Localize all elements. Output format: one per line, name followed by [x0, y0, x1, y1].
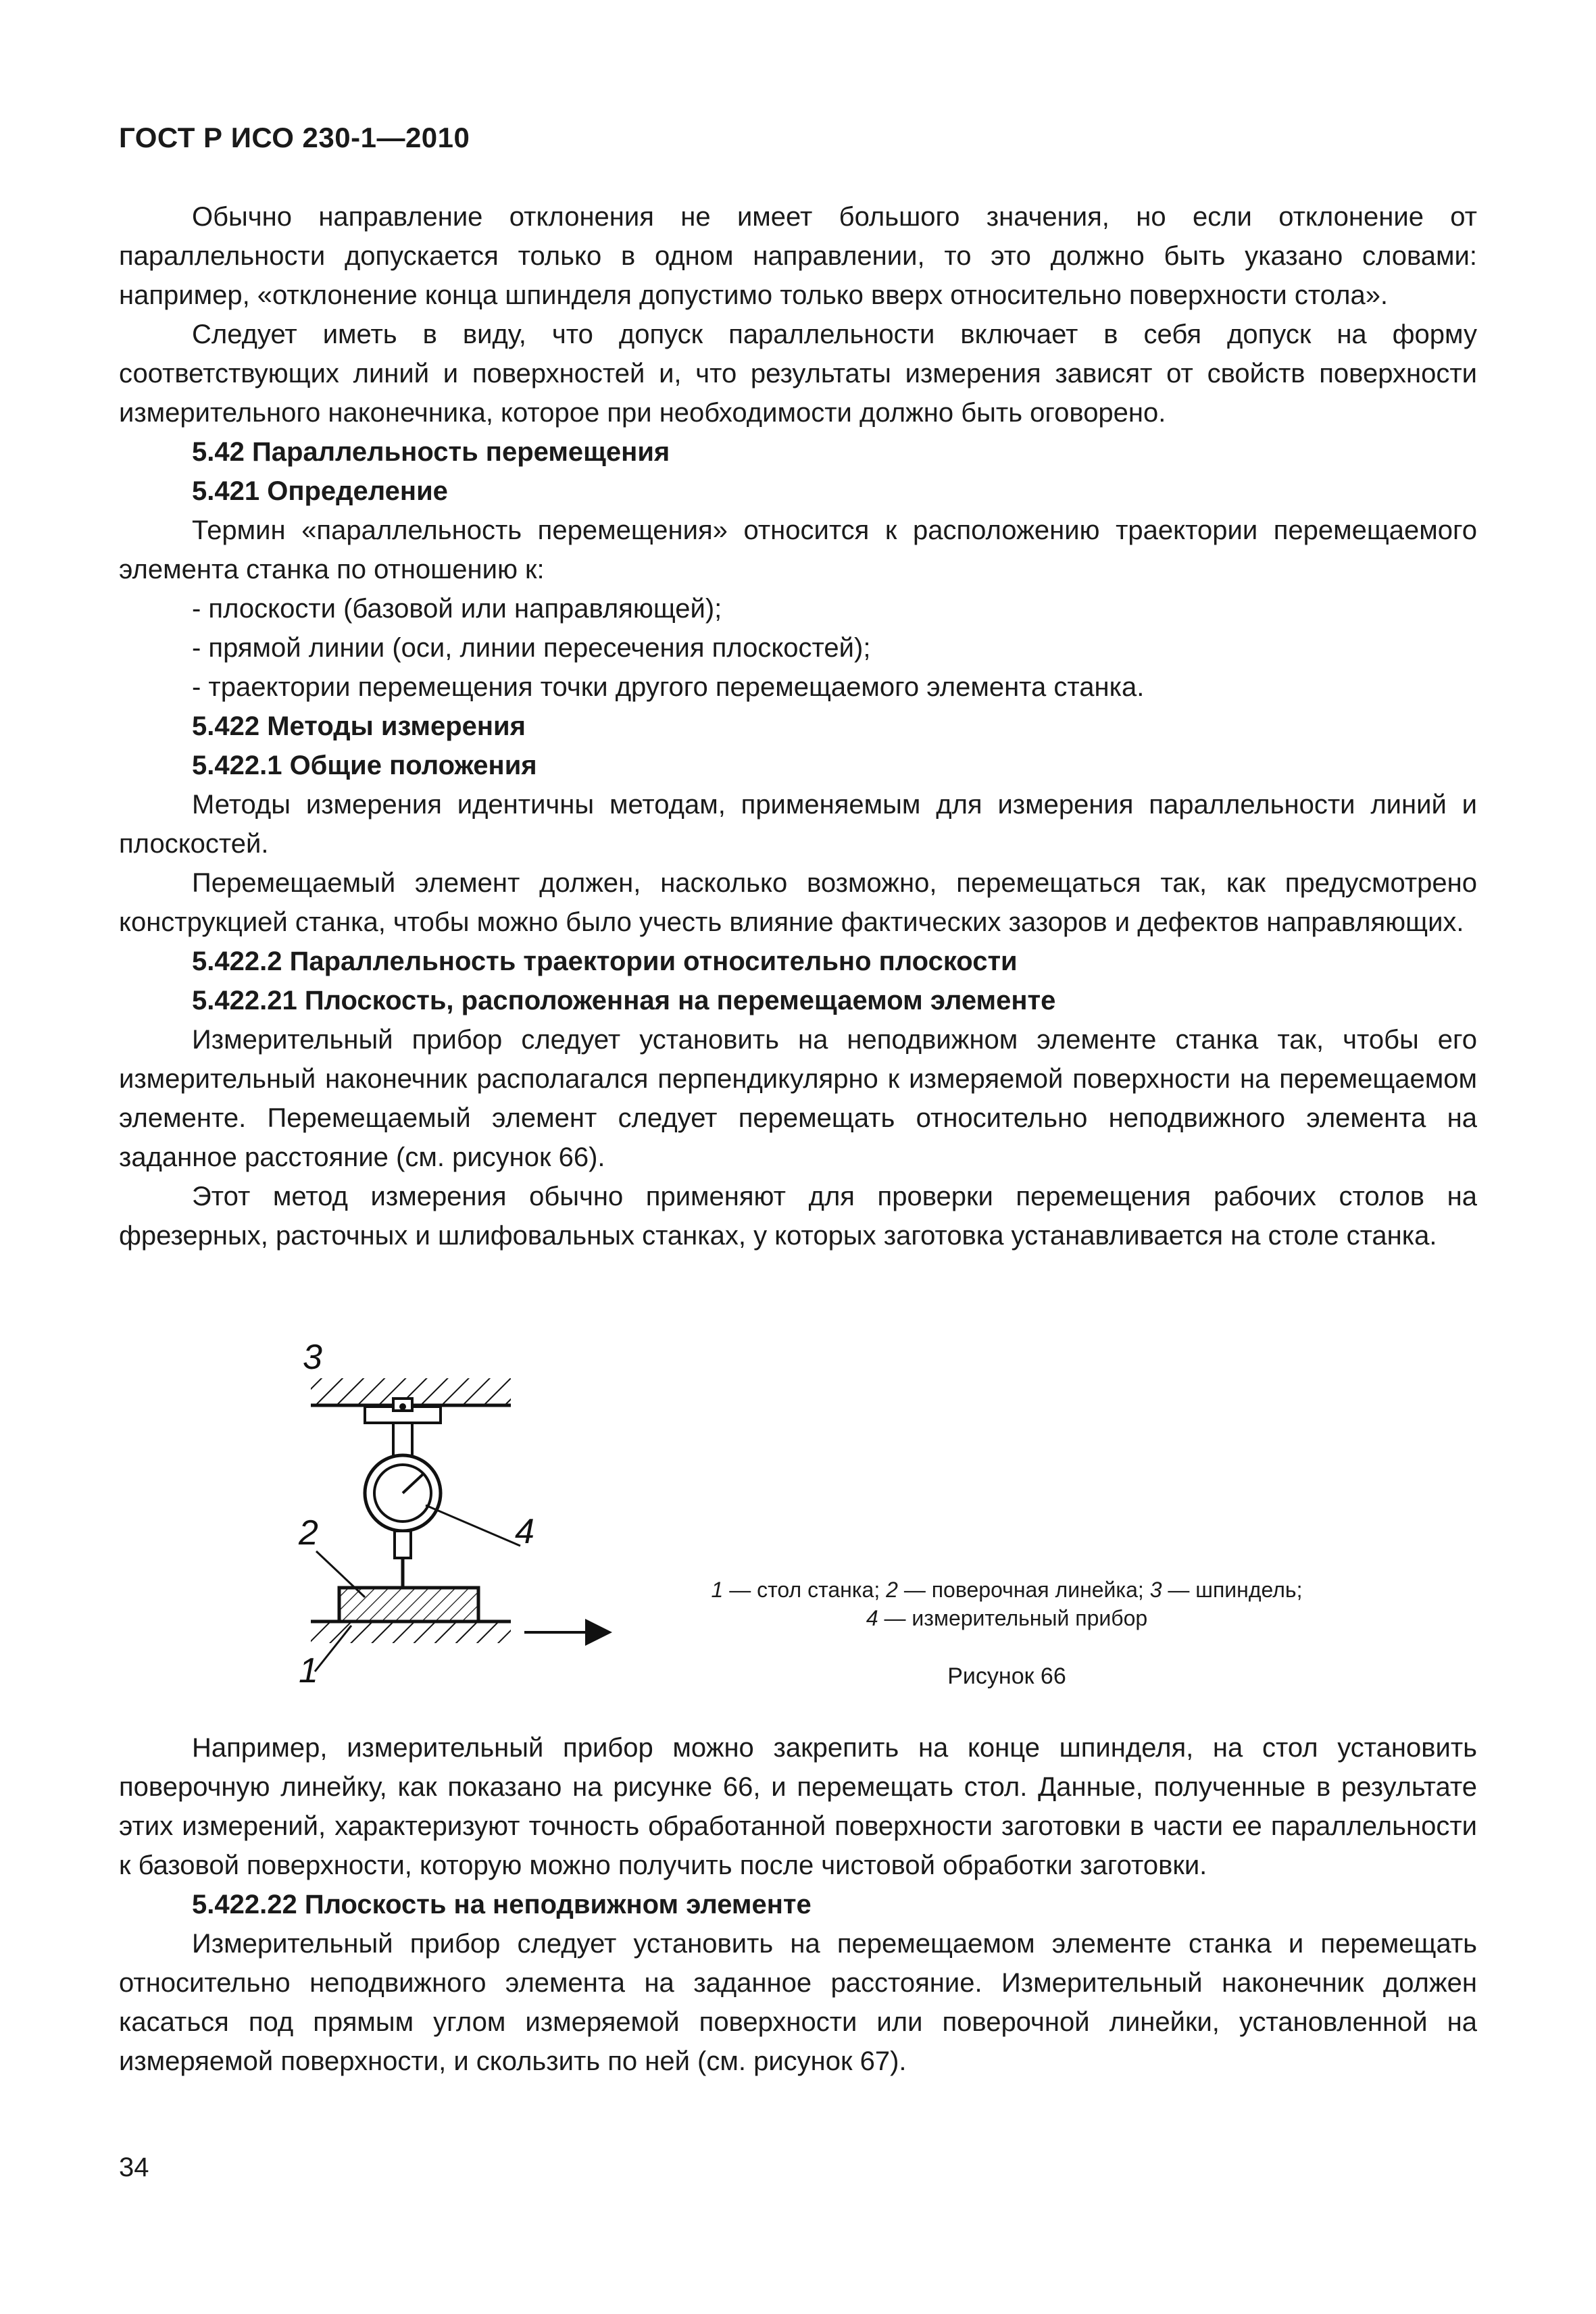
section-heading: 5.422 Методы измерения	[192, 711, 526, 741]
legend-key-4: 4	[866, 1606, 878, 1630]
section-heading: 5.421 Определение	[192, 476, 448, 506]
section-heading: 5.422.21 Плоскость, расположенная на перемещаемом элементе	[192, 986, 1056, 1015]
paragraph: Например, измерительный прибор можно закрепить на конце шпинделя, на стол установить поверочную линейку, как показано на рисунке 66, и перемещать стол. Данные, полученные в результате этих измерений, характеризуют точность обработанной поверхности заготовки в части ее параллельности к базовой поверхности, которую можно получить после чистовой обработки заготовки.	[119, 1733, 1477, 1880]
legend-text-2: — поверочная линейка;	[897, 1578, 1150, 1602]
legend-key-3: 3	[1149, 1578, 1162, 1602]
legend-text-4: — измерительный прибор	[878, 1606, 1148, 1630]
section-heading: 5.422.2 Параллельность траектории относительно плоскости	[192, 947, 1018, 976]
document-header: ГОСТ Р ИСО 230-1—2010	[119, 122, 470, 153]
paragraph: Следует иметь в виду, что допуск параллельности включает в себя допуск на форму соответствующих линий и поверхностей и, что результаты измерения зависят от свойств поверхности измерительного наконечника, которое при необходимости должно быть оговорено.	[119, 320, 1477, 428]
dial-indicator	[365, 1423, 520, 1588]
paragraph: Перемещаемый элемент должен, насколько возможно, перемещаться так, как предусмотрено конструкцией станка, чтобы можно было учесть влияние фактических зазоров и дефектов направляющих.	[119, 868, 1477, 937]
spindle-element	[311, 1378, 511, 1423]
legend-key-1: 1	[711, 1578, 724, 1602]
straightedge	[316, 1551, 478, 1621]
paragraph: Измерительный прибор следует установить на неподвижном элементе станка так, чтобы его измерительный наконечник располагался перпендикулярно к измеряемой поверхности на перемещаемом элементе. Перемещаемый элемент следует перемещать относительно неподвижного элемента на заданное расстояние (см. рисунок 66).	[119, 1025, 1477, 1172]
paragraph: Термин «параллельность перемещения» относится к расположению траектории перемещаемого элемента станка по отношению к:	[119, 515, 1477, 584]
paragraph: Методы измерения идентичны методам, применяемым для измерения параллельности линий и плоскостей.	[119, 790, 1477, 859]
legend-text-1: — стол станка;	[723, 1578, 887, 1602]
section-heading: 5.42 Параллельность перемещения	[192, 437, 670, 467]
callout-2: 2	[299, 1513, 318, 1553]
list-item: - прямой линии (оси, линии пересечения плоскостей);	[192, 633, 871, 663]
list-item: - плоскости (базовой или направляющей);	[192, 594, 722, 624]
legend-line-1	[649, 1576, 1365, 1604]
body-text-lower	[119, 1728, 1477, 2081]
legend-line-2	[649, 1604, 1365, 1632]
callout-4: 4	[515, 1512, 534, 1551]
machine-table	[311, 1621, 511, 1671]
paragraph: Обычно направление отклонения не имеет большого значения, но если отклонение от параллельности допускается только в одном направлении, то это должно быть указано словами: например, «отклонение конца шпинделя допустимо только вверх относительно поверхности стола».	[119, 202, 1477, 310]
section-heading: 5.422.22 Плоскость на неподвижном элементе	[192, 1890, 812, 1919]
setup-diagram	[284, 1331, 635, 1709]
legend-text-3: — шпиндель;	[1162, 1578, 1303, 1602]
legend-key-2: 2	[886, 1578, 898, 1602]
list-item: - траектории перемещения точки другого перемещаемого элемента станка.	[192, 672, 1145, 702]
figure-66-drawing	[284, 1331, 635, 1709]
section-heading: 5.422.1 Общие положения	[192, 751, 537, 780]
page-number: 34	[119, 2153, 149, 2182]
figure-66-legend	[649, 1576, 1365, 1632]
paragraph: Этот метод измерения обычно применяют для проверки перемещения рабочих столов на фрезерных, расточных и шлифовальных станках, у которых заготовка устанавливается на столе станка.	[119, 1182, 1477, 1251]
callout-1: 1	[299, 1651, 318, 1690]
body-text-upper	[119, 197, 1477, 1255]
callout-3: 3	[303, 1338, 322, 1377]
figure-66-title: Рисунок 66	[947, 1663, 1066, 1689]
paragraph: Измерительный прибор следует установить на перемещаемом элементе станка и перемещать относительно неподвижного элемента на заданное расстояние. Измерительный наконечник должен касаться под прямым углом измеряемой поверхности или поверочной линейки, установленной на измеряемой поверхности, и скользить по ней (см. рисунок 67).	[119, 1929, 1477, 2076]
